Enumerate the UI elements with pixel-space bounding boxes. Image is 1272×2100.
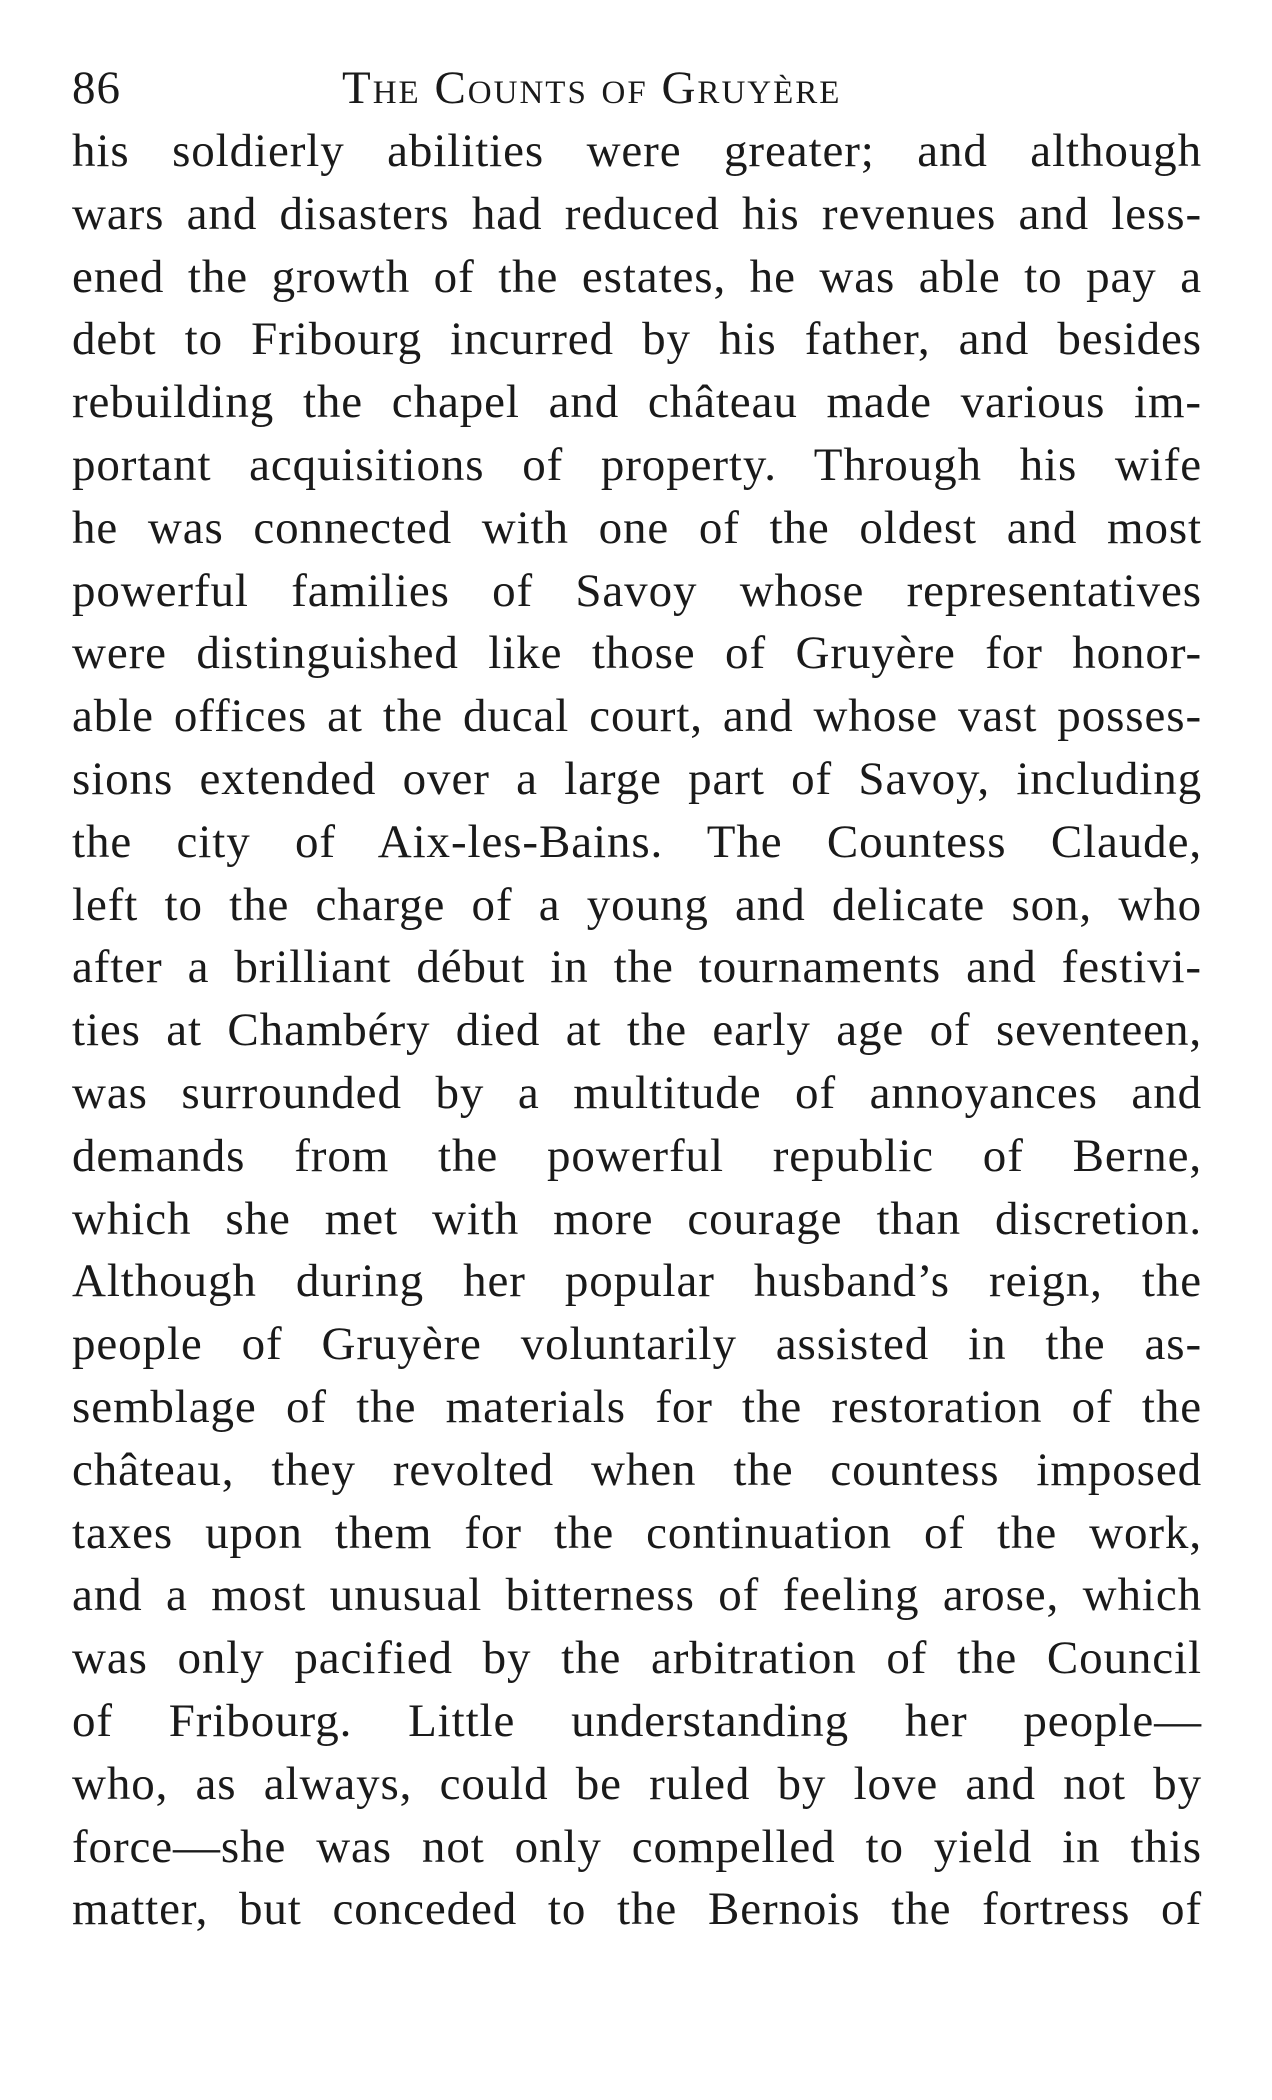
text-line: rebuilding the chapel and château made various im- bbox=[72, 376, 1202, 429]
page-number: 86 bbox=[72, 62, 121, 114]
text-line: powerful families of Savoy whose representatives bbox=[72, 564, 1202, 617]
text-line: semblage of the materials for the restoration of the bbox=[72, 1380, 1202, 1433]
text-line: château, they revolted when the countess imposed bbox=[72, 1443, 1202, 1496]
text-line: force—she was not only compelled to yield in this bbox=[72, 1820, 1202, 1873]
text-line: his soldierly abilities were greater; and although bbox=[72, 125, 1202, 177]
text-line: after a brilliant début in the tournaments and festivi- bbox=[72, 941, 1202, 994]
book-page bbox=[72, 58, 1202, 1941]
text-line: debt to Fribourg incurred by his father, and besides bbox=[72, 313, 1202, 366]
text-line: sions extended over a large part of Savoy, including bbox=[72, 752, 1202, 805]
text-line: taxes upon them for the continuation of the work, bbox=[72, 1506, 1202, 1559]
text-line: people of Gruyère voluntarily assisted in the as- bbox=[72, 1318, 1202, 1371]
text-line: demands from the powerful republic of Berne, bbox=[72, 1129, 1202, 1182]
text-line: which she met with more courage than discretion. bbox=[72, 1192, 1202, 1245]
text-line: wars and disasters had reduced his revenues and less- bbox=[72, 187, 1202, 240]
text-line: was only pacified by the arbitration of the Council bbox=[72, 1632, 1202, 1685]
body-text bbox=[72, 120, 1202, 1941]
text-line: who, as always, could be ruled by love and not by bbox=[72, 1757, 1202, 1810]
text-line: was surrounded by a multitude of annoyances and bbox=[72, 1066, 1202, 1119]
text-line: of Fribourg. Little understanding her people— bbox=[72, 1694, 1202, 1747]
text-line: he was connected with one of the oldest and most bbox=[72, 501, 1202, 554]
text-line: able offices at the ducal court, and whose vast posses- bbox=[72, 690, 1202, 743]
text-line: matter, but conceded to the Bernois the fortress of bbox=[72, 1883, 1202, 1936]
text-line: and a most unusual bitterness of feeling arose, which bbox=[72, 1569, 1202, 1622]
text-line: the city of Aix-les-Bains. The Countess Claude, bbox=[72, 815, 1202, 868]
text-line: portant acquisitions of property. Through his wife bbox=[72, 438, 1202, 491]
running-head bbox=[72, 58, 1202, 118]
running-title: The Counts of Gruyère bbox=[342, 62, 842, 114]
text-line: were distinguished like those of Gruyère for honor- bbox=[72, 627, 1202, 680]
text-line: left to the charge of a young and delicate son, who bbox=[72, 878, 1202, 931]
text-line: Although during her popular husband’s reign, the bbox=[72, 1255, 1202, 1308]
text-line: ened the growth of the estates, he was able to pay a bbox=[72, 250, 1202, 303]
text-line: ties at Chambéry died at the early age of seventeen, bbox=[72, 1004, 1202, 1057]
